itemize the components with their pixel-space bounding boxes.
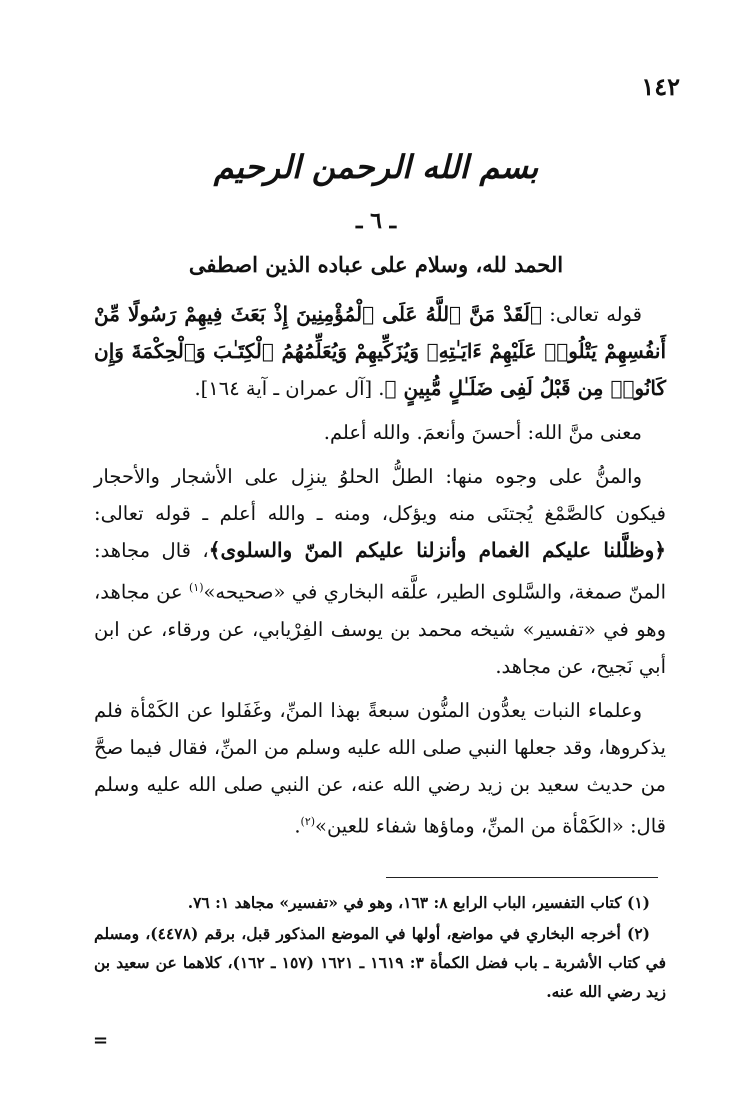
verse-reference: . [آل عمران ـ آية ١٦٤]. [194,377,385,400]
footnote-1: (١) كتاب التفسير، الباب الرابع ٨: ١٦٣، وهو في «تفسير» مجاهد ١: ٧٦. [187,893,650,912]
botany-text-b: . [294,814,301,837]
main-text [94,296,666,851]
section-number: ـ ٦ ـ [355,208,397,234]
paragraph-meaning: معنى منَّ الله: أحسنَ وأنعمَ. والله أعلم. [323,421,642,444]
quran-verse: ﴿لَقَدْ مَنَّ ٱللَّهُ عَلَى ٱلْمُؤْمِنِينَ إِذْ بَعَثَ فِيهِمْ رَسُولًا مِّنْ أَنفُسِهِمْ يَتْلُوا۟ عَلَيْهِمْ ءَايَـٰتِهِۦ وَيُزَكِّيهِمْ وَيُعَلِّمُهُمُ ٱلْكِتَـٰبَ وَٱلْحِكْمَةَ وَإِن كَانُوا۟ مِن قَبْلُ لَفِى ضَلَـٰلٍ مُّبِينٍ ﴾ [94,302,666,400]
footnote-ref-1[interactable]: (١) [188,581,204,594]
footnote-2: (٢) أخرجه البخاري في مواضع، أولها في الموضع المذكور قبل، برقم (٤٤٧٨)، ومسلم في كتاب الأشربة ـ باب فضل الكمأة ٣: ١٦١٩ ـ ١٦٢١ (١٥٧ ـ ١٦٢)، كلاهما عن سعيد بن زيد رضي الله عنه. [94,924,666,1001]
basmala-calligraphy: بسم الله الرحمن الرحيم [213,148,539,186]
paragraph-botany [94,692,666,845]
manna-text-b: ، قال مجاهد: المنّ صمغة، والسَّلوى الطير، علَّقه البخاري في «صحيحه» [94,539,666,604]
quran-verse-2: ﴿وظلَّلنا عليكم الغمام وأنزلنا عليكم المنّ والسلوى﴾ [208,538,666,562]
end-mark: = [93,1030,109,1051]
footnote-ref-2[interactable]: (٢) [300,814,316,828]
chapter-heading: الحمد لله، وسلام على عباده الذين اصطفى [188,252,564,277]
page-number: ١٤٢ [641,72,680,101]
footnote-divider [386,877,658,878]
manna-text-c: عن مجاهد، وهو في «تفسير» شيخه محمد بن يوسف الفِرْيابي، عن ورقاء، عن ابن أبي نَجيح، عن مجاهد. [94,580,666,678]
verse-intro: قوله تعالى: [541,303,642,326]
manna-text-a: والمنُّ على وجوه منها: الطلُّ الحلوُ ينزِل على الأشجار والأحجار فيكون كالصَّمْغ يُجتنَى منه ويؤكل، ومنه ـ والله أعلم ـ قوله تعالى: [94,465,666,525]
footnotes [94,888,666,1008]
paragraph-manna [94,458,666,685]
botany-text-a: وعلماء النبات يعدُّون المنُّون سبعةً بهذا المنِّ، وغَفَلوا عن الكَمْأة فلم يذكروها، وقد جعلها النبي صلى الله عليه وسلم من المنِّ، فقال فيما صحَّ من حديث سعيد بن زيد رضي الله عنه، عن النبي صلى الله عليه وسلم قال: «الكَمْأة من المنِّ، وماؤها شفاء للعين» [94,698,666,837]
paragraph-verse [94,296,666,407]
